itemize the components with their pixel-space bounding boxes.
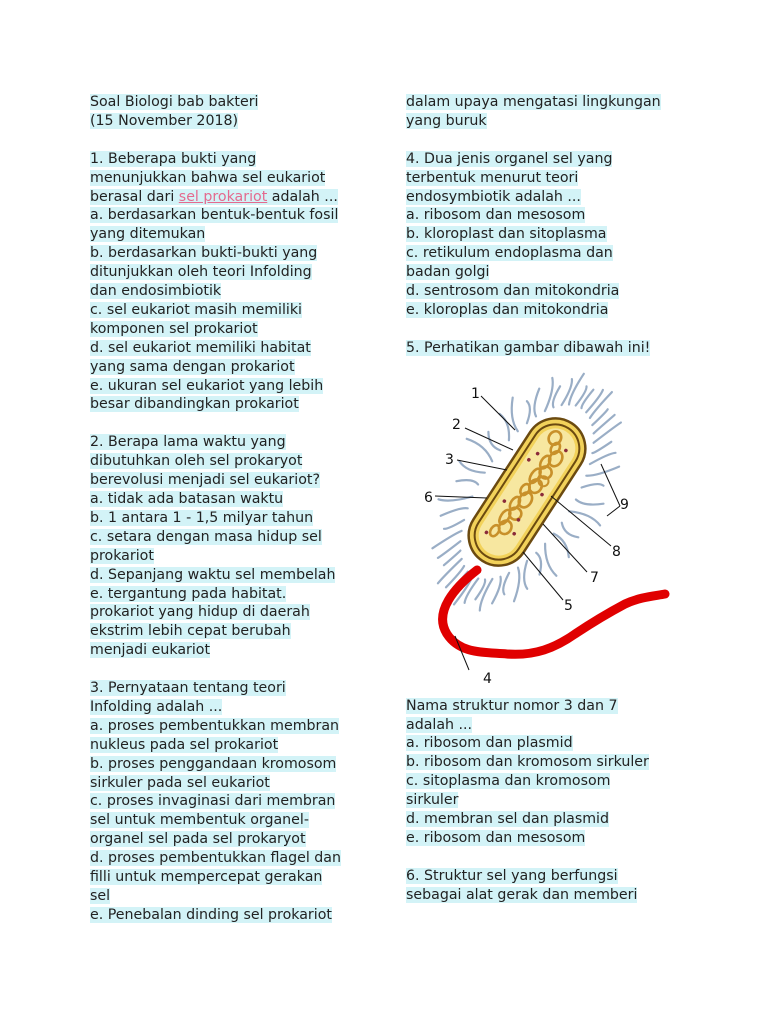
- bacterium-svg: [415, 372, 675, 692]
- question-3-option-e-continued: dalam upaya mengatasi lingkungan: [406, 94, 661, 110]
- question-3-option-a: nukleus pada sel prokariot: [90, 736, 279, 753]
- question-3-option-b: sirkuler pada sel eukariot: [90, 774, 270, 791]
- left-column: [90, 93, 370, 925]
- pilus: [514, 568, 519, 602]
- sel-prokariot-link[interactable]: sel prokariot: [178, 188, 268, 205]
- question-6: [406, 867, 696, 905]
- question-5-option-c: sirkuler: [406, 792, 459, 809]
- question-5-option-d: d. membran sel dan plasmid: [406, 811, 610, 828]
- question-4-stem: terbentuk menurut teori: [406, 169, 579, 186]
- spacer: [406, 320, 696, 339]
- question-1-option-a: a. berdasarkan bentuk-bentuk fosil: [90, 207, 339, 224]
- question-3-option-d: sel: [90, 888, 111, 905]
- pilus: [569, 511, 600, 525]
- pilus: [512, 398, 518, 432]
- question-4-option-a: a. ribosom dan mesosom: [406, 207, 586, 224]
- spacer: [90, 660, 370, 679]
- spacer: [406, 848, 696, 867]
- pilus: [456, 480, 478, 484]
- document-title: Soal Biologi bab bakteri: [90, 94, 259, 110]
- question-2-option-e: ekstrim lebih cepat berubah: [90, 623, 291, 640]
- pilus: [534, 389, 539, 417]
- question-4: [406, 150, 696, 320]
- question-2-option-a: a. tidak ada batasan waktu: [90, 491, 284, 507]
- question-4-option-c: badan golgi: [406, 264, 490, 281]
- bacterium-diagram: [415, 372, 675, 692]
- pilus: [586, 390, 603, 412]
- question-2-option-e: prokariot yang hidup di daerah: [90, 604, 310, 621]
- figure-label-8: 8: [612, 544, 621, 560]
- pilus: [545, 544, 556, 576]
- question-4-stem: endosymbiotik adalah ...: [406, 188, 581, 205]
- question-5-option-b: b. ribosom dan kromosom sirkuler: [406, 754, 649, 771]
- question-3-option-d: filli untuk mempercepat gerakan: [90, 869, 323, 886]
- pilus: [441, 508, 468, 516]
- question-3-option-b: b. proses penggandaan kromosom: [90, 755, 337, 772]
- question-1-option-c: c. sel eukariot masih memiliki: [90, 301, 303, 318]
- pilus: [480, 579, 493, 611]
- question-3-option-c: sel untuk membentuk organel-: [90, 812, 309, 829]
- question-2-option-e: menjadi eukariot: [90, 642, 211, 659]
- document-title-line: [90, 93, 370, 112]
- question-1-stem: 1. Beberapa bukti yang: [90, 150, 257, 167]
- document-date: (15 November 2018): [90, 112, 239, 129]
- pilus: [444, 520, 464, 529]
- question-2-option-c: prokariot: [90, 547, 154, 564]
- pilus: [554, 534, 569, 558]
- pilus: [594, 415, 615, 434]
- question-2: [90, 433, 370, 660]
- question-3-option-c: organel sel pada sel prokaryot: [90, 831, 306, 848]
- question-5-question: adalah ...: [406, 716, 473, 733]
- pilus: [576, 500, 604, 505]
- question-3-option-d: d. proses pembentukkan flagel dan: [90, 850, 341, 867]
- document-date-line: [90, 112, 370, 131]
- question-1-stem: [90, 189, 338, 205]
- question-1-option-b: ditunjukkan oleh teori Infolding: [90, 264, 312, 281]
- question-1-stem-text: berasal dari: [90, 188, 179, 205]
- question-1-option-a: yang ditemukan: [90, 226, 206, 243]
- question-4-option-c: c. retikulum endoplasma dan: [406, 245, 613, 262]
- question-1-stem: menunjukkan bahwa sel eukariot: [90, 169, 326, 186]
- question-1-option-b: b. berdasarkan bukti-bukti yang: [90, 245, 318, 262]
- question-1-option-d: yang sama dengan prokariot: [90, 358, 295, 375]
- question-2-option-c: c. setara dengan masa hidup sel: [90, 528, 322, 545]
- question-6-stem: sebagai alat gerak dan memberi: [406, 886, 638, 903]
- question-5-option-e: e. ribosom dan mesosom: [406, 830, 586, 846]
- pilus: [594, 423, 621, 443]
- pilus: [590, 453, 616, 464]
- pilus: [467, 439, 493, 462]
- question-5-option-c: c. sitoplasma dan kromosom: [406, 773, 611, 790]
- pilus: [432, 531, 461, 548]
- question-3-option-e: e. Penebalan dinding sel prokariot: [90, 906, 332, 923]
- figure-label-7: 7: [590, 570, 599, 586]
- question-1-option-e: e. ukuran sel eukariot yang lebih: [90, 377, 324, 394]
- pilus: [545, 378, 553, 411]
- figure-label-2: 2: [452, 417, 461, 433]
- figure-label-3: 3: [445, 452, 454, 468]
- figure-label-1: 1: [471, 386, 480, 402]
- pilus: [553, 386, 560, 407]
- pilus: [503, 573, 509, 594]
- pilus: [527, 401, 530, 423]
- question-4-option-d: d. sentrosom dan mitokondria: [406, 283, 620, 300]
- question-4-stem: 4. Dua jenis organel sel yang: [406, 150, 613, 167]
- figure-label-4: 4: [483, 671, 492, 687]
- question-3-option-e-continued: yang buruk: [406, 112, 487, 129]
- question-3-option-c: c. proses invaginasi dari membran: [90, 793, 336, 810]
- pilus: [492, 577, 501, 604]
- question-1-stem-text: adalah ...: [267, 188, 338, 205]
- pilus: [524, 561, 527, 589]
- question-5-question: Nama struktur nomor 3 dan 7: [406, 697, 618, 714]
- pilus: [438, 559, 462, 583]
- question-1-option-b: dan endosimbiotik: [90, 283, 222, 300]
- question-1-option-e: besar dibandingkan prokariot: [90, 396, 299, 413]
- question-4-option-b: b. kloroplast dan sitoplasma: [406, 226, 607, 243]
- pilus: [500, 414, 509, 440]
- pilus: [592, 442, 611, 453]
- spacer: [90, 414, 370, 433]
- question-2-stem: 2. Berapa lama waktu yang: [90, 434, 286, 451]
- figure-label-6: 6: [424, 490, 433, 506]
- pilus: [562, 523, 579, 538]
- question-6-stem: 6. Struktur sel yang berfungsi: [406, 867, 618, 884]
- question-2-option-e: e. tergantung pada habitat.: [90, 585, 287, 602]
- question-3-stem: 3. Pernyataan tentang teori: [90, 680, 286, 697]
- figure-label-5: 5: [564, 598, 573, 614]
- pilus: [582, 484, 604, 487]
- question-3: [90, 679, 370, 925]
- figure-label-9: 9: [620, 497, 629, 513]
- question-2-stem: dibutuhkan oleh sel prokaryot: [90, 453, 303, 470]
- question-5-stem: 5. Perhatikan gambar dibawah ini!: [406, 339, 651, 356]
- question-1-option-d: d. sel eukariot memiliki habitat: [90, 339, 311, 356]
- question-3-option-a: a. proses pembentukkan membran: [90, 717, 340, 734]
- question-5-option-a: a. ribosom dan plasmid: [406, 735, 573, 752]
- question-5: [406, 697, 696, 848]
- question-2-option-d: d. Sepanjang waktu sel membelah: [90, 566, 336, 583]
- question-2-option-b: b. 1 antara 1 - 1,5 milyar tahun: [90, 509, 314, 526]
- question-1-option-c: komponen sel prokariot: [90, 320, 258, 337]
- question-4-option-e: e. kloroplas dan mitokondria: [406, 301, 609, 318]
- spacer: [406, 131, 696, 150]
- spacer: [90, 131, 370, 150]
- question-1: [90, 150, 370, 415]
- question-3-stem: Infolding adalah ...: [90, 698, 223, 715]
- question-2-stem: berevolusi menjadi sel eukariot?: [90, 472, 320, 489]
